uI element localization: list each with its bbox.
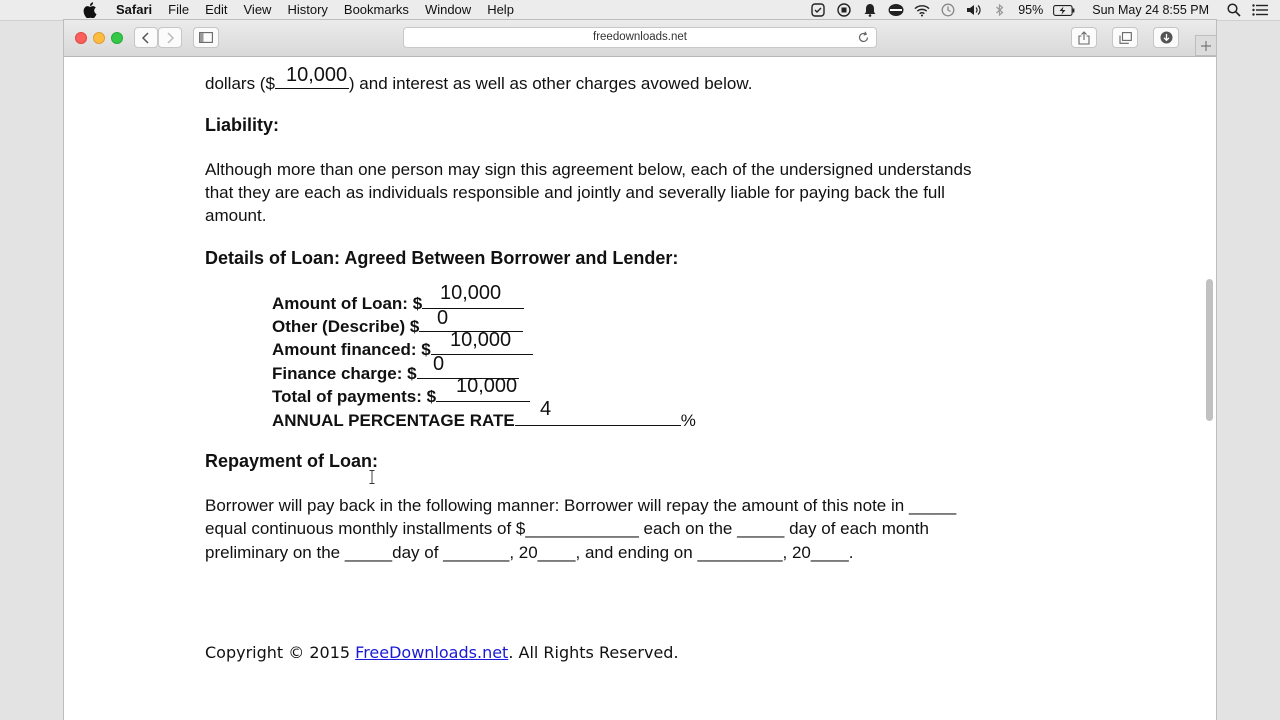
close-window-button[interactable] [75,32,87,44]
battery-percent: 95% [1018,3,1044,17]
zoom-window-button[interactable] [111,32,123,44]
total-payments-label: Total of payments: $ [272,387,437,406]
menu-file[interactable]: File [168,2,190,17]
record-icon[interactable] [836,2,852,18]
new-tab-button[interactable] [1195,35,1216,56]
menu-bookmarks[interactable]: Bookmarks [343,2,409,17]
copyright-suffix: . All Rights Reserved. [508,643,679,662]
notification-center-icon[interactable] [1252,2,1268,18]
total-payments-value: 10,000 [456,375,518,397]
apple-icon[interactable] [82,2,98,18]
bluetooth-icon[interactable] [992,2,1008,18]
forward-button[interactable] [158,27,182,48]
copyright-notice [205,643,679,662]
apr-percent-sign: % [680,411,696,430]
text-cursor-icon [369,470,375,484]
repayment-line-1: Borrower will pay back in the following manner: Borrower will repay the amount of this note in _____ [205,496,957,515]
address-bar-text: freedownloads.net [593,31,687,43]
menu-app-name[interactable]: Safari [116,2,153,17]
finance-charge-value: 0 [433,353,445,375]
check-circle-icon[interactable] [810,2,826,18]
chevron-left-icon [141,32,151,44]
menu-edit[interactable]: Edit [205,2,228,17]
sidebar-toggle-button[interactable] [193,27,219,48]
intro-text-start: dollars ($ [205,74,275,93]
address-bar[interactable] [403,27,877,48]
minimize-window-button[interactable] [93,32,105,44]
other-describe-value: 0 [437,307,449,329]
other-describe-label: Other (Describe) $ [272,317,420,336]
share-button[interactable] [1071,27,1097,48]
menu-history[interactable]: History [287,2,328,17]
amount-of-loan-label: Amount of Loan: $ [272,294,423,313]
freedownloads-link[interactable]: FreeDownloads.net [355,643,509,662]
share-icon [1078,31,1090,45]
downloads-button[interactable] [1153,27,1179,48]
sidebar-icon [199,32,213,43]
repayment-line-3: preliminary on the _____day of _______, 20____, and ending on _________, 20____. [205,543,854,562]
wifi-icon[interactable] [914,2,930,18]
spotlight-search-icon[interactable] [1226,2,1242,18]
battery-charging-icon[interactable] [1053,2,1075,18]
menu-view[interactable]: View [243,2,272,17]
repayment-line-2: equal continuous monthly installments of $____________ each on the _____ day of each month [205,519,929,538]
repayment-heading: Repayment of Loan: [205,451,379,471]
cloud-drive-icon[interactable] [888,2,904,18]
liability-line-3: amount. [205,206,267,225]
finance-charge-label: Finance charge: $ [272,364,417,383]
menu-window[interactable]: Window [424,2,472,17]
intro-text-end: ) and interest as well as other charges avowed below. [348,74,753,93]
loan-details-heading: Details of Loan: Agreed Between Borrower and Lender: [205,248,679,268]
back-button[interactable] [134,27,158,48]
show-tabs-button[interactable] [1112,27,1138,48]
apr-value: 4 [540,398,552,420]
volume-icon[interactable] [966,2,982,18]
vertical-scrollbar[interactable] [1206,279,1213,421]
plus-icon [1200,40,1212,52]
download-icon [1160,31,1173,44]
chevron-right-icon [165,32,175,44]
safari-window [64,20,1216,720]
menu-help[interactable]: Help [487,2,514,17]
liability-line-2: that they are each as individuals responsible and jointly and severally liable for paying back the full [205,183,945,202]
amount-financed-value: 10,000 [450,329,512,351]
apr-label: ANNUAL PERCENTAGE RATE [272,411,515,430]
apr-row [272,409,696,431]
time-machine-icon[interactable] [940,2,956,18]
menubar-clock[interactable]: Sun May 24 8:55 PM [1092,3,1209,17]
liability-heading: Liability: [205,115,280,135]
copyright-prefix: Copyright © 2015 [205,643,356,662]
notification-bell-icon[interactable] [862,2,878,18]
page-content[interactable] [64,57,1216,720]
menu-bar [0,0,1280,21]
liability-line-1: Although more than one person may sign this agreement below, each of the undersigned understands [205,160,972,179]
browser-toolbar [64,20,1216,57]
reload-icon[interactable] [857,31,870,44]
principal-amount-handwritten: 10,000 [286,64,348,86]
tabs-icon [1119,32,1132,44]
amount-financed-label: Amount financed: $ [272,340,431,359]
amount-of-loan-value: 10,000 [440,282,502,304]
